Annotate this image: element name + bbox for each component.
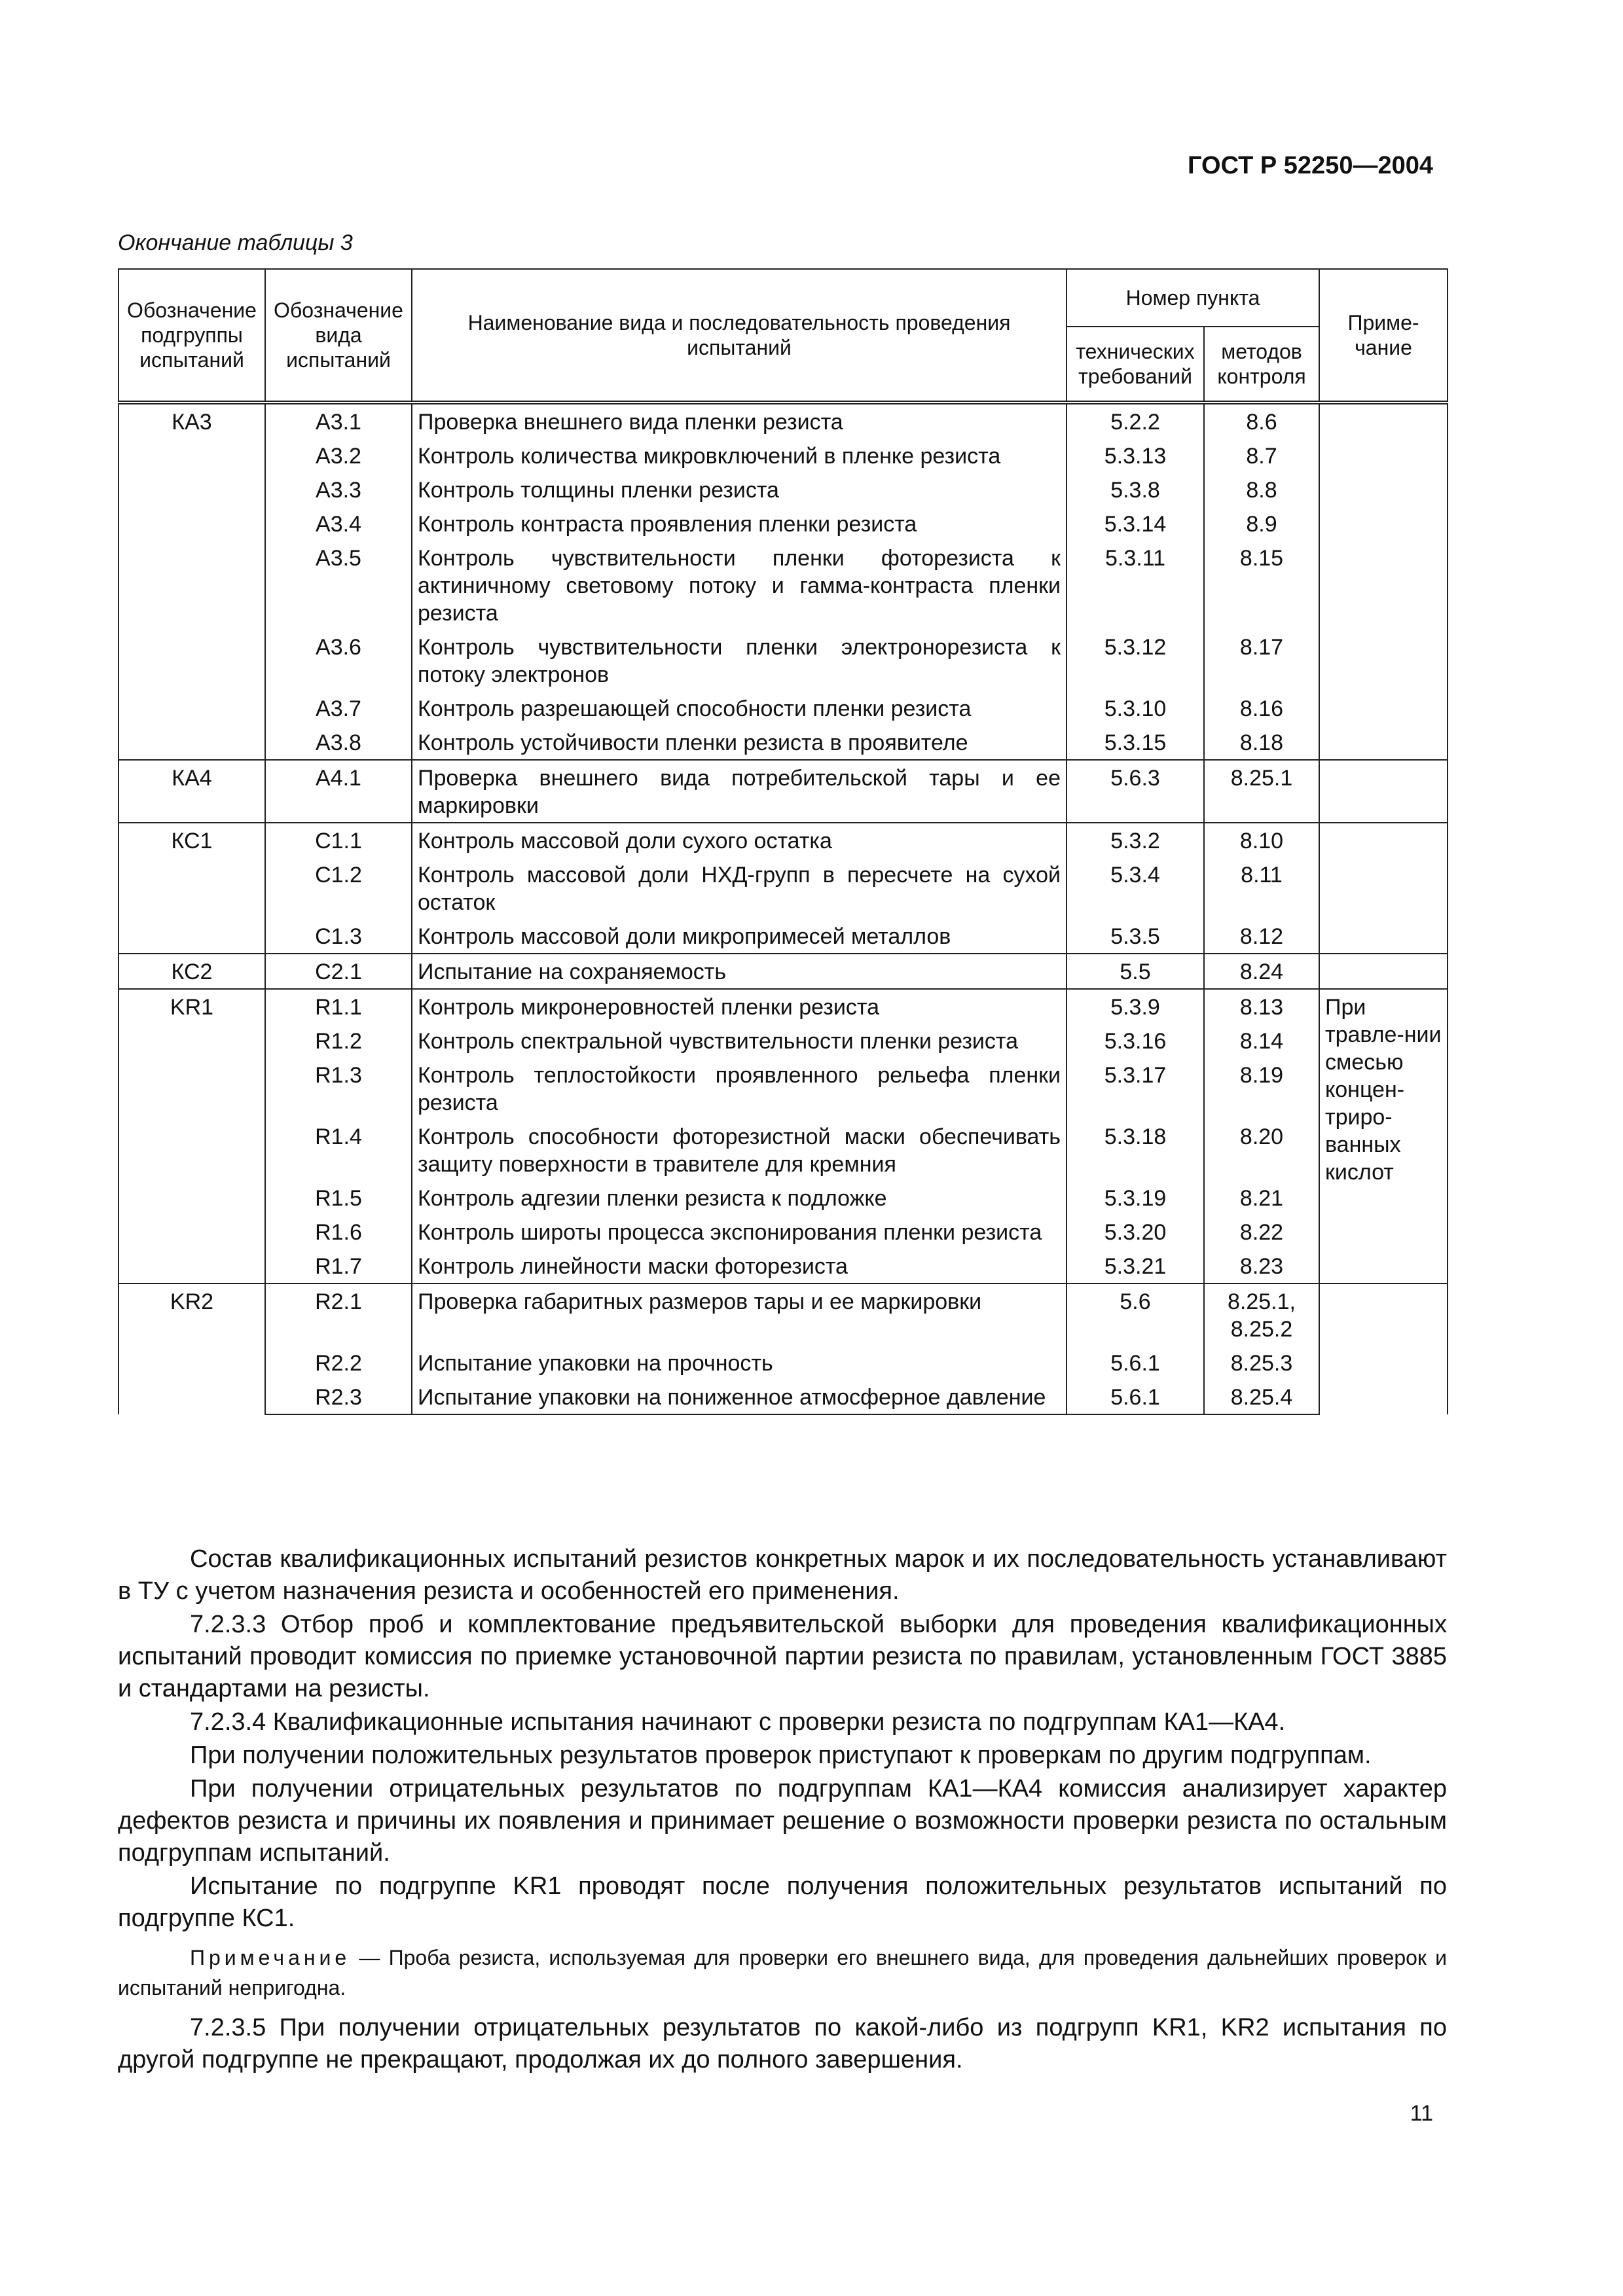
- cell-tech-req: 5.3.18: [1067, 1119, 1204, 1181]
- table-row: [119, 1380, 1448, 1414]
- cell-group: KR2: [119, 1283, 265, 1414]
- table-row: [119, 1119, 1448, 1181]
- cell-method: 8.13: [1204, 989, 1319, 1024]
- cell-note: [1319, 403, 1448, 760]
- cell-code: А3.7: [265, 691, 412, 725]
- cell-method: 8.25.3: [1204, 1346, 1319, 1380]
- cell-name: Контроль устойчивости пленки резиста в проявителе: [412, 725, 1067, 760]
- cell-code: R1.5: [265, 1181, 412, 1215]
- table-row: [119, 989, 1448, 1024]
- cell-code: А3.6: [265, 630, 412, 691]
- cell-code: С1.2: [265, 857, 412, 919]
- cell-name: Испытание упаковки на прочность: [412, 1346, 1067, 1380]
- cell-name: Испытание на сохраняемость: [412, 954, 1067, 989]
- cell-group: КА4: [119, 760, 265, 823]
- cell-code: А3.1: [265, 403, 412, 439]
- cell-code: R2.3: [265, 1380, 412, 1414]
- cell-code: R1.4: [265, 1119, 412, 1181]
- cell-tech-req: 5.3.15: [1067, 725, 1204, 760]
- cell-name: Контроль массовой доли микропримесей металлов: [412, 919, 1067, 954]
- cell-name: Испытание упаковки на пониженное атмосферное давление: [412, 1380, 1067, 1414]
- table-row: [119, 473, 1448, 507]
- cell-note: [1319, 823, 1448, 954]
- table-row: [119, 1215, 1448, 1249]
- table-row: [119, 1058, 1448, 1119]
- cell-name: Проверка внешнего вида пленки резиста: [412, 403, 1067, 439]
- cell-code: R1.7: [265, 1249, 412, 1283]
- table-row: [119, 857, 1448, 919]
- cell-group: КС2: [119, 954, 265, 989]
- paragraph-7-2-3-3: 7.2.3.3 Отбор проб и комплектование предъявительской выборки для проведения квалификационных испытаний проводит комиссия по приемке установочной партии резиста по правилам, установленным ГОСТ 3885 и стандартами на резисты.: [118, 1611, 1447, 1702]
- table-row: [119, 1249, 1448, 1283]
- cell-method: 8.25.1, 8.25.2: [1204, 1283, 1319, 1346]
- cell-code: С1.1: [265, 823, 412, 857]
- cell-name: Контроль контраста проявления пленки резиста: [412, 507, 1067, 541]
- standard-code: ГОСТ Р 52250—2004: [1188, 152, 1433, 179]
- table-body: [119, 403, 1448, 1414]
- cell-method: 8.12: [1204, 919, 1319, 954]
- paragraph-7-2-3-4: 7.2.3.4 Квалификационные испытания начинают с проверки резиста по подгруппам КА1—КА4.: [190, 1708, 1286, 1736]
- header-group: Обозначение подгруппы испытаний: [119, 269, 265, 403]
- cell-tech-req: 5.3.17: [1067, 1058, 1204, 1119]
- cell-group: КС1: [119, 823, 265, 954]
- cell-name: Контроль массовой доли сухого остатка: [412, 823, 1067, 857]
- table-row: [119, 1024, 1448, 1058]
- cell-method: 8.25.4: [1204, 1380, 1319, 1414]
- table-row: [119, 1283, 1448, 1346]
- cell-method: 8.25.1: [1204, 760, 1319, 823]
- cell-note: [1319, 954, 1448, 989]
- cell-tech-req: 5.6: [1067, 1283, 1204, 1346]
- cell-name: Контроль толщины пленки резиста: [412, 473, 1067, 507]
- table-row: [119, 919, 1448, 954]
- table-row: [119, 1346, 1448, 1380]
- cell-note: [1319, 760, 1448, 823]
- header-code: Обозначение вида испытаний: [265, 269, 412, 403]
- cell-name: Контроль чувствительности пленки электронорезиста к потоку электронов: [412, 630, 1067, 691]
- cell-tech-req: 5.3.21: [1067, 1249, 1204, 1283]
- cell-code: R2.2: [265, 1346, 412, 1380]
- cell-method: 8.20: [1204, 1119, 1319, 1181]
- cell-name: Контроль разрешающей способности пленки резиста: [412, 691, 1067, 725]
- note-label: Примечание: [190, 1946, 351, 1969]
- cell-tech-req: 5.3.20: [1067, 1215, 1204, 1249]
- cell-code: R1.2: [265, 1024, 412, 1058]
- cell-name: Контроль чувствительности пленки фоторезиста к актиничному световому потоку и гамма-контраста пленки резиста: [412, 541, 1067, 630]
- cell-name: Контроль массовой доли НХД-групп в пересчете на сухой остаток: [412, 857, 1067, 919]
- cell-tech-req: 5.5: [1067, 954, 1204, 989]
- page-number: 11: [1410, 2101, 1433, 2126]
- cell-group: KR1: [119, 989, 265, 1283]
- cell-method: 8.10: [1204, 823, 1319, 857]
- cell-name: Проверка габаритных размеров тары и ее маркировки: [412, 1283, 1067, 1346]
- cell-tech-req: 5.3.12: [1067, 630, 1204, 691]
- cell-tech-req: 5.3.19: [1067, 1181, 1204, 1215]
- cell-tech-req: 5.6.1: [1067, 1380, 1204, 1414]
- table-row: [119, 439, 1448, 473]
- cell-note: При травле-нии смесью концен-триро-ванных кислот: [1319, 989, 1448, 1283]
- cell-code: С1.3: [265, 919, 412, 954]
- header-note: Приме-чание: [1319, 269, 1448, 403]
- cell-code: А3.3: [265, 473, 412, 507]
- cell-name: Контроль теплостойкости проявленного рельефа пленки резиста: [412, 1058, 1067, 1119]
- cell-tech-req: 5.3.8: [1067, 473, 1204, 507]
- cell-code: R1.1: [265, 989, 412, 1024]
- cell-tech-req: 5.6.3: [1067, 760, 1204, 823]
- cell-name: Контроль адгезии пленки резиста к подложке: [412, 1181, 1067, 1215]
- cell-code: А3.8: [265, 725, 412, 760]
- cell-group: КА3: [119, 403, 265, 760]
- table-row: [119, 507, 1448, 541]
- cell-code: R1.3: [265, 1058, 412, 1119]
- cell-code: А3.5: [265, 541, 412, 630]
- table-row: [119, 823, 1448, 857]
- cell-method: 8.15: [1204, 541, 1319, 630]
- cell-name: Проверка внешнего вида потребительской тары и ее маркировки: [412, 760, 1067, 823]
- table-row: [119, 760, 1448, 823]
- cell-method: 8.8: [1204, 473, 1319, 507]
- header-tech-req: технических требований: [1067, 327, 1204, 403]
- cell-tech-req: 5.3.2: [1067, 823, 1204, 857]
- table-row: [119, 630, 1448, 691]
- cell-method: 8.22: [1204, 1215, 1319, 1249]
- cell-method: 8.11: [1204, 857, 1319, 919]
- cell-code: А4.1: [265, 760, 412, 823]
- cell-code: С2.1: [265, 954, 412, 989]
- header-item-number: Номер пункта: [1067, 269, 1319, 327]
- table-header: [119, 269, 1448, 403]
- cell-name: Контроль широты процесса экспонирования пленки резиста: [412, 1215, 1067, 1249]
- cell-name: Контроль микронеровностей пленки резиста: [412, 989, 1067, 1024]
- paragraph: Состав квалификационных испытаний резистов конкретных марок и их последовательность устанавливают в ТУ с учетом назначения резиста и особенностей его применения.: [118, 1545, 1447, 1605]
- cell-method: 8.18: [1204, 725, 1319, 760]
- cell-tech-req: 5.3.13: [1067, 439, 1204, 473]
- table-row: [119, 954, 1448, 989]
- cell-tech-req: 5.3.4: [1067, 857, 1204, 919]
- table-row: [119, 403, 1448, 439]
- cell-tech-req: 5.3.5: [1067, 919, 1204, 954]
- cell-note: [1319, 1283, 1448, 1414]
- cell-method: 8.6: [1204, 403, 1319, 439]
- cell-name: Контроль линейности маски фоторезиста: [412, 1249, 1067, 1283]
- note-text: — Проба резиста, используемая для проверки его внешнего вида, для проведения дальнейших проверок и испытаний непригодна.: [118, 1946, 1447, 2000]
- cell-method: 8.23: [1204, 1249, 1319, 1283]
- cell-tech-req: 5.3.14: [1067, 507, 1204, 541]
- cell-tech-req: 5.3.16: [1067, 1024, 1204, 1058]
- tests-table: [118, 268, 1448, 1415]
- cell-method: 8.21: [1204, 1181, 1319, 1215]
- table-row: [119, 725, 1448, 760]
- cell-method: 8.24: [1204, 954, 1319, 989]
- cell-code: R1.6: [265, 1215, 412, 1249]
- cell-tech-req: 5.6.1: [1067, 1346, 1204, 1380]
- cell-name: Контроль количества микровключений в пленке резиста: [412, 439, 1067, 473]
- header-name: Наименование вида и последовательность проведения испытаний: [412, 269, 1067, 403]
- paragraph-7-2-3-5: 7.2.3.5 При получении отрицательных результатов по какой-либо из подгрупп KR1, KR2 испытания по другой подгруппе не прекращают, продолжая их до полного завершения.: [118, 2014, 1447, 2073]
- cell-code: R2.1: [265, 1283, 412, 1346]
- cell-code: А3.4: [265, 507, 412, 541]
- cell-tech-req: 5.2.2: [1067, 403, 1204, 439]
- table-row: [119, 691, 1448, 725]
- cell-name: Контроль спектральной чувствительности пленки резиста: [412, 1024, 1067, 1058]
- table-row: [119, 1181, 1448, 1215]
- body-text: [118, 1543, 1447, 2077]
- table-caption: Окончание таблицы 3: [118, 230, 353, 255]
- cell-method: 8.17: [1204, 630, 1319, 691]
- cell-tech-req: 5.3.11: [1067, 541, 1204, 630]
- header-methods: методов контроля: [1204, 327, 1319, 403]
- table-row: [119, 541, 1448, 630]
- cell-method: 8.19: [1204, 1058, 1319, 1119]
- cell-method: 8.14: [1204, 1024, 1319, 1058]
- paragraph: При получении положительных результатов проверок приступают к проверкам по другим подгруппам.: [190, 1742, 1372, 1769]
- paragraph: При получении отрицательных результатов по подгруппам КА1—КА4 комиссия анализирует характер дефектов резиста и причины их появления и принимает решение о возможности проверки резиста по остальным подгруппам испытаний.: [118, 1775, 1447, 1867]
- cell-method: 8.9: [1204, 507, 1319, 541]
- cell-method: 8.7: [1204, 439, 1319, 473]
- cell-name: Контроль способности фоторезистной маски обеспечивать защиту поверхности в травителе для кремния: [412, 1119, 1067, 1181]
- note: [118, 1943, 1447, 2003]
- cell-tech-req: 5.3.10: [1067, 691, 1204, 725]
- cell-tech-req: 5.3.9: [1067, 989, 1204, 1024]
- paragraph: Испытание по подгруппе KR1 проводят после получения положительных результатов испытаний по подгруппе КС1.: [118, 1873, 1447, 1932]
- cell-method: 8.16: [1204, 691, 1319, 725]
- cell-code: А3.2: [265, 439, 412, 473]
